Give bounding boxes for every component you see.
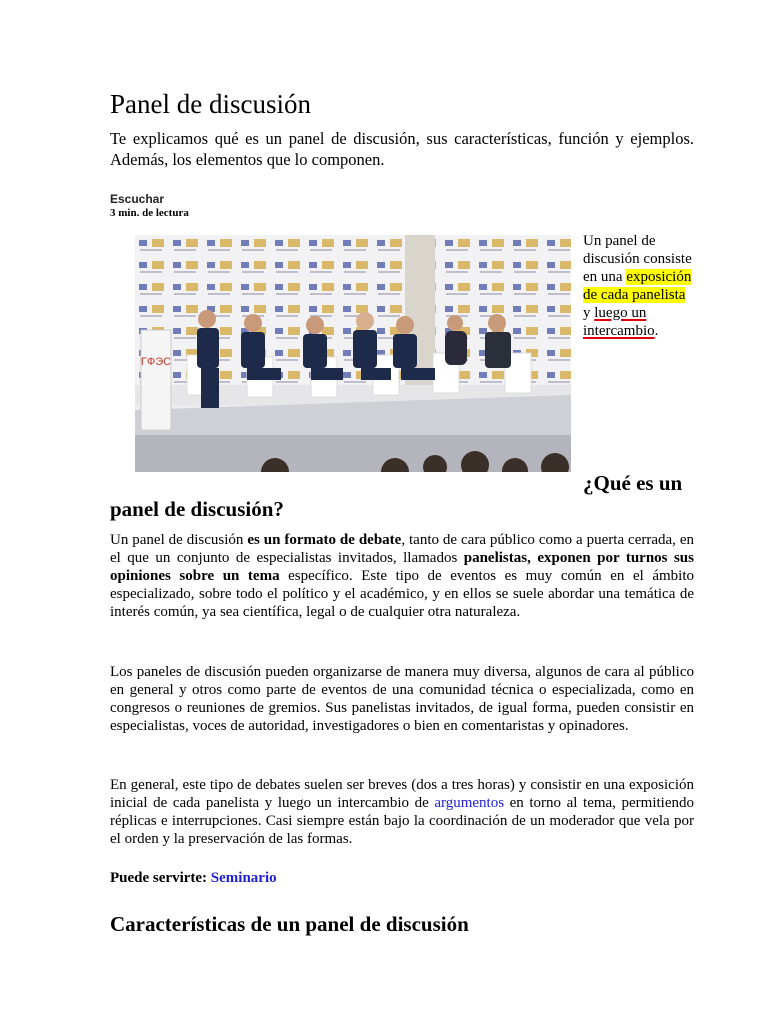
side-text-part1: Un panel de discusión consiste en una	[583, 233, 692, 285]
podium-logo: ГФЭС	[140, 356, 172, 368]
section-heading-part2: panel de discusión?	[110, 497, 284, 521]
read-time: 3 min. de lectura	[110, 207, 189, 219]
seminario-link[interactable]: Seminario	[210, 870, 277, 886]
section-heading-part1: ¿Qué es un	[583, 471, 683, 495]
p1-a: Un panel de discusión	[110, 532, 248, 548]
paragraph-2: Los paneles de discusión pueden organizarse de manera muy diversa, algunos de cara al público en general y otros como parte de eventos de una comunidad técnica o especializada, como en congresos o reuniones de gremios. Sus panelistas invitados, de igual forma, pueden consistir en especialistas, voces de autoridad, investigadores o bien en comentaristas y opinadores.	[110, 664, 694, 734]
section2-heading: Características de un panel de discusión	[110, 912, 469, 936]
panel-photo-illustration	[135, 235, 571, 472]
p1-b: es un formato de debate	[247, 532, 402, 548]
underlined-text: luego un intercambio	[583, 305, 655, 339]
page-title: Panel de discusión	[110, 89, 311, 119]
p1-e: específico. Este tipo de eventos es muy común en el ámbito especializado, sobre todo el político y el académico, y en ellos se suele abordar una temática de interés común, ya sea científica, legal o de cualquier otra naturaleza.	[110, 568, 694, 620]
tip-label: Puede servirte:	[110, 870, 211, 886]
side-caption	[583, 232, 695, 340]
side-text-part3: .	[654, 323, 659, 339]
paragraph-3	[110, 776, 694, 848]
argumentos-link[interactable]: argumentos	[434, 795, 505, 811]
p1-c: , tanto de cara público como a puerta cerrada, en el que un conjunto de especialistas invitados, llamados	[110, 532, 694, 566]
article-intro: Te explicamos qué es un panel de discusión, sus características, función y ejemplos. Además, los elementos que lo componen.	[110, 129, 694, 169]
p1-d: panelistas, exponen por turnos sus opiniones sobre un tema	[110, 550, 694, 584]
p3-b: en torno al tema, permitiendo réplicas e interrupciones. Casi siempre están bajo la coordinación de un moderador que vela por el orden y la preservación de las formas.	[110, 795, 694, 847]
paragraph-1	[110, 531, 694, 621]
highlighted-text: exposición de cada panelista	[583, 269, 692, 303]
side-text-part2: y	[583, 305, 595, 321]
p3-a: En general, este tipo de debates suelen ser breves (dos a tres horas) y consistir en una exposición inicial de cada panelista y luego un intercambio de	[110, 777, 694, 811]
related-tip	[110, 870, 277, 887]
panel-photo	[135, 235, 571, 472]
listen-button[interactable]: Escuchar	[110, 192, 165, 206]
